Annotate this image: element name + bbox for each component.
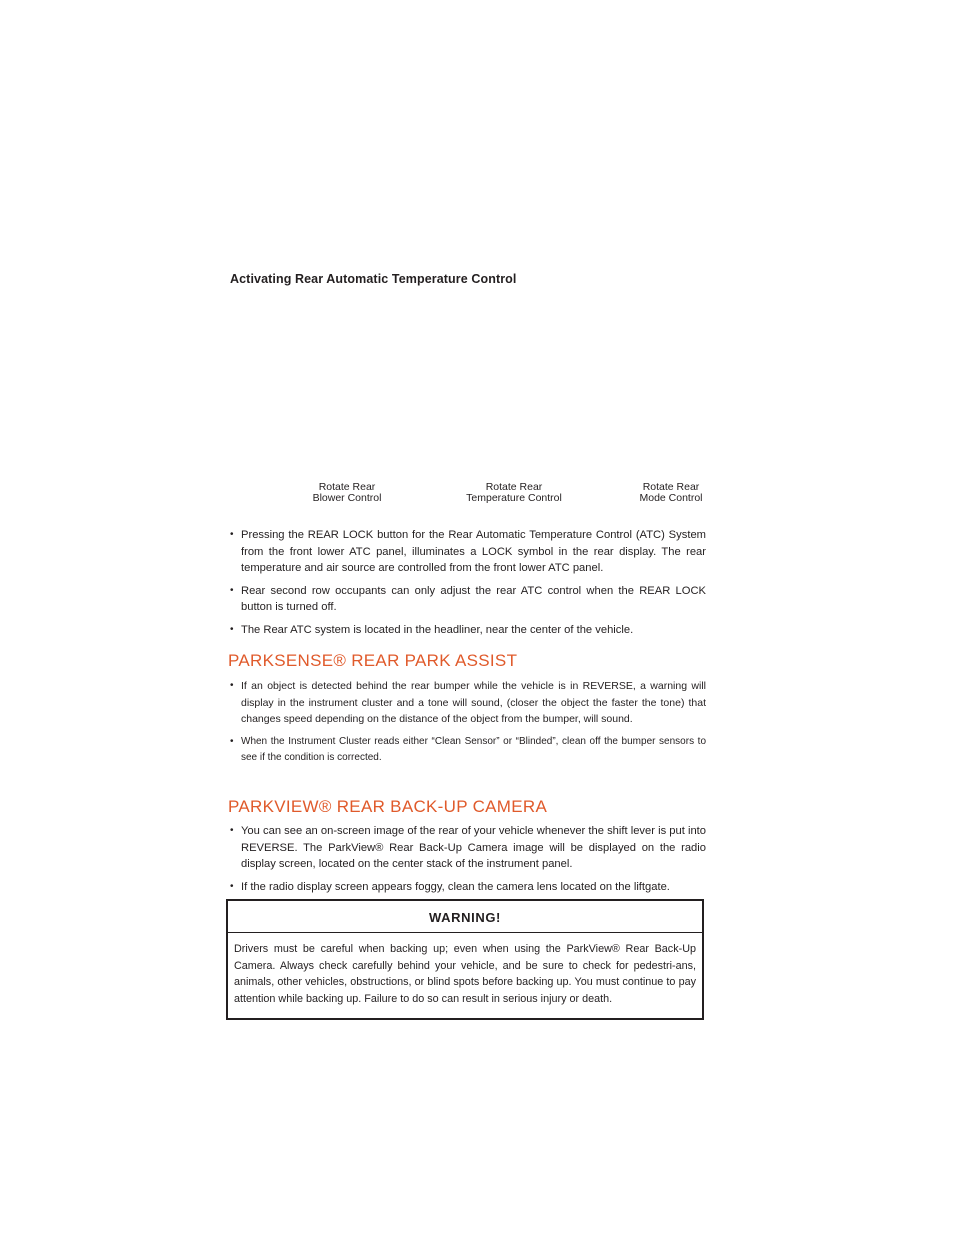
parkview-section-title: PARKVIEW® REAR BACK-UP CAMERA xyxy=(228,797,548,816)
list-item: • You can see an on-screen image of the rear of your vehicle whenever the shift lever is put into REVERSE. The ParkView® Rear Back-Up Camera image will be displayed on the radio display screen, located on the center stack of the instrument panel. xyxy=(230,823,706,873)
parksense-bullet-list xyxy=(230,678,706,773)
list-item: • When the Instrument Cluster reads either “Clean Sensor” or “Blinded”, clean off the bumper sensors to see if the condition is corrected. xyxy=(230,734,706,767)
parkview-bullet-list xyxy=(230,823,706,901)
warning-box xyxy=(226,899,704,1020)
list-item: • Pressing the REAR LOCK button for the Rear Automatic Temperature Control (ATC) System from the front lower ATC panel, illuminates a LOCK symbol in the rear display. The rear temperature and air source are controlled from the front lower ATC panel. xyxy=(230,527,706,577)
parksense-section-title: PARKSENSE® REAR PARK ASSIST xyxy=(228,651,518,670)
list-item: • The Rear ATC system is located in the headliner, near the center of the vehicle. xyxy=(230,622,706,639)
warning-text: Drivers must be careful when backing up; even when using the ParkView® Rear Back-Up Camera. Always check carefully behind your vehicle, and be sure to check for pedestri-ans, animals, other vehicles, obstructions, or blind spots before backing up. You must continue to pay attention while backing up. Failure to do so can result in serious injury or death. xyxy=(234,943,696,1005)
figure-label-mode: Rotate Rear Mode Control xyxy=(639,481,703,504)
list-item: • If an object is detected behind the rear bumper while the vehicle is in REVERSE, a warning will display in the instrument cluster and a tone will sound, (closer the object the faster the tone) that changes speed depending on the distance of the object from the bumper, will sound. xyxy=(230,678,706,728)
list-item: • Rear second row occupants can only adjust the rear ATC control when the REAR LOCK button is turned off. xyxy=(230,583,706,616)
rear-atc-bullet-list xyxy=(230,527,706,644)
warning-title: WARNING! xyxy=(228,901,702,933)
subsection-heading: Activating Rear Automatic Temperature Control xyxy=(230,272,517,286)
rear-atc-figure xyxy=(230,292,706,508)
list-item: • If the radio display screen appears foggy, clean the camera lens located on the liftgate. xyxy=(230,879,706,896)
figure-label-blower: Rotate Rear Blower Control xyxy=(312,481,382,504)
figure-label-temperature: Rotate Rear Temperature Control xyxy=(466,481,562,504)
